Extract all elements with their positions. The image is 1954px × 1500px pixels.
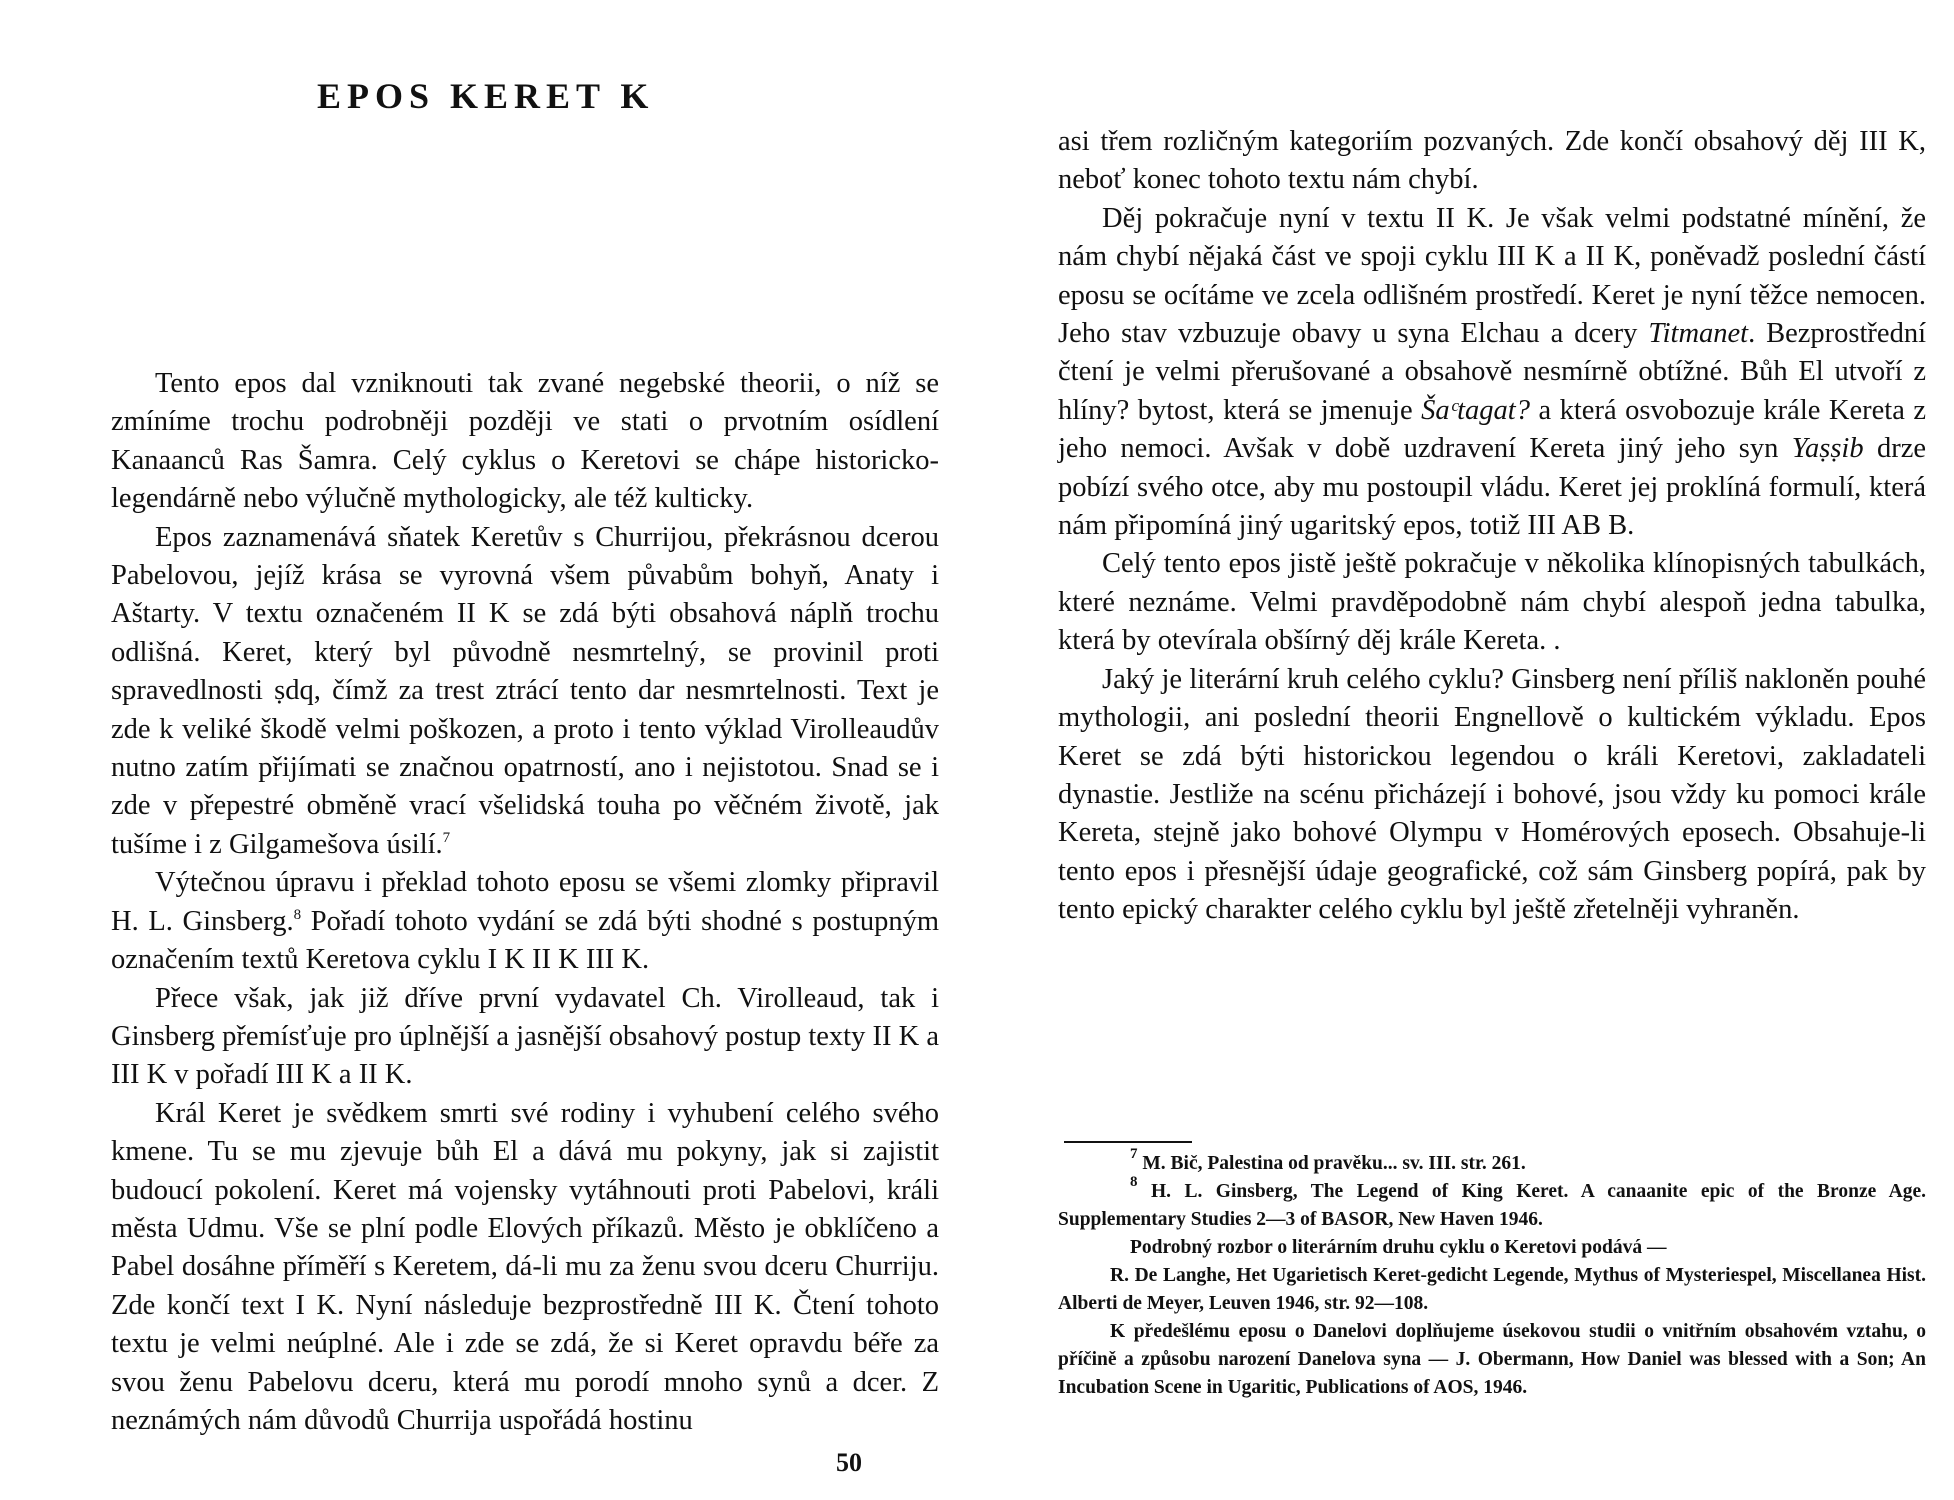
- paragraph-text: . Bezprostřední čtení je velmi přerušované a obsahově nesmírně obtížné. Bůh El utvoří z hlíny? bytost, která se jmenuje: [1058, 318, 1926, 426]
- footnote: [1058, 1146, 1926, 1178]
- italic-name: Yaṣṣib: [1791, 433, 1864, 465]
- footnote-text: R. De Langhe, Het Ugarietisch Keret-gedicht Legende, Mythus of Mysteriespel, Miscellanea Hist. Alberti de Meyer, Leuven 1946, str. 92—108.: [1058, 1265, 1926, 1314]
- paragraph: [111, 980, 939, 1095]
- left-page-body: [111, 365, 939, 1440]
- paragraph: [111, 864, 939, 979]
- paragraph-text: asi třem rozličným kategoriím pozvaných. Zde končí obsahový děj III K, neboť konec tohoto textu nám chybí.: [1058, 126, 1926, 196]
- footnote-text: Podrobný rozbor o literárním druhu cyklu o Keretovi podává —: [1130, 1237, 1667, 1258]
- footnote: [1058, 1318, 1926, 1402]
- paragraph: [111, 365, 939, 519]
- footnote-mark: 8: [293, 906, 302, 923]
- footnote-text: H. L. Ginsberg, The Legend of King Keret. A canaanite epic of the Bronze Age. Supplementary Studies 2—3 of BASOR, New Haven 1946.: [1058, 1181, 1926, 1230]
- paragraph-text: Děj pokračuje nyní v textu II K. Je však velmi podstatné mínění, že nám chybí nějaká část ve spoji cyklu III K a II K, poněvadž poslední částí eposu se ocítáme ve zcela odlišném prostředí. Keret je nyní těžce nemocen. Jeho stav vzbuzuje obavy u syna Elchau a dcery: [1058, 202, 1926, 350]
- footnote-divider: [1064, 1141, 1192, 1143]
- paragraph-text: Přece však, jak již dříve první vydavatel Ch. Virolleaud, tak i Ginsberg přemísťuje pro úplnější a jasnější obsahový postup texty II K a III K v pořadí III K a II K.: [111, 982, 939, 1091]
- paragraph: [1058, 123, 1926, 200]
- paragraph: [1058, 200, 1926, 546]
- footnote-text: K předešlému eposu o Danelovi doplňujeme úsekovou studii o vnitřním obsahovém vztahu, o příčině a způsobu narození Danelova syna — J. Obermann, How Daniel was blessed with a Son; An Incubation Scene in Ugaritic, Publications of AOS, 1946.: [1058, 1321, 1926, 1398]
- footnote-mark: 7: [442, 829, 451, 846]
- paragraph-text: Výtečnou úpravu i překlad tohoto eposu se všemi zlomky připravil H. L. Ginsberg.: [111, 867, 939, 937]
- paragraph: [111, 519, 939, 865]
- footnote-text: M. Bič, Palestina od pravěku... sv. III. str. 261.: [1137, 1153, 1526, 1174]
- paragraph-text: Celý tento epos jistě ještě pokračuje v několika klínopisných tabulkách, které neznáme. Velmi pravděpodobně nám chybí alespoň jedna tabulka, která by otevírala obšírný děj krále Kereta. .: [1058, 548, 1926, 657]
- paragraph: [1058, 545, 1926, 660]
- right-page-body: [1058, 123, 1926, 930]
- paragraph-text: Epos zaznamenává sňatek Keretův s Churrijou, překrásnou dcerou Pabelovou, jejíž krása se vyrovná všem půvabům bohyň, Anaty i Aštarty. V textu označeném II K se zdá býti obsahová náplň trochu odlišná. Keret, který byl původně nesmrtelný, se provinil proti spravedlnosti ṣdq, čímž za trest ztrácí tento dar nesmrtelnosti. Text je zde k veliké škodě velmi poškozen, a proto i tento výklad Virolleaudův nutno zatím přijímati se značnou opatrností, ano i nejistotou. Snad se i zde v přepestré obměně vrací všelidská touha po věčném životě, jak tušíme i z Gilgamešova úsilí.: [111, 521, 939, 860]
- footnote: [1058, 1234, 1926, 1262]
- footnotes: [1058, 1146, 1926, 1402]
- paragraph-text: Pořadí tohoto vydání se zdá býti shodné s postupným označením textů Keretova cyklu I K II K III K.: [111, 905, 939, 976]
- footnote-number: 8: [1130, 1174, 1138, 1190]
- paragraph-text: Jaký je literární kruh celého cyklu? Ginsberg není příliš nakloněn pouhé mythologii, ani poslední theorii Engnellově o kultickém výkladu. Epos Keret se zdá býti historickou legendou o králi Keretovi, zakladateli dynastie. Jestliže na scénu přicházejí i bohové, jsou vždy ku pomoci krále Kereta, stejně jako bohové Olympu v Homérových eposech. Obsahuje-li tento epos i přesnější údaje geografické, což sám Ginsberg popírá, pak by tento epický charakter celého cyklu byl ještě zřetelněji vyhraněn.: [1058, 663, 1926, 926]
- paragraph-text: a která osvobozuje krále Kereta z jeho nemoci. Avšak v době uzdravení Kereta jiný jeho syn: [1058, 394, 1927, 465]
- paragraph-text: drze pobízí svého otce, aby mu postoupil vládu. Keret jej proklíná formulí, která nám připomíná jiný ugaritský epos, totiž III AB B.: [1058, 433, 1926, 542]
- paragraph: [111, 1095, 939, 1441]
- footnote: [1058, 1262, 1926, 1318]
- footnote: [1058, 1174, 1926, 1234]
- chapter-title: EPOS KERET K: [317, 76, 655, 116]
- footnote-number: 7: [1130, 1146, 1138, 1162]
- paragraph: [1058, 661, 1926, 930]
- paragraph-text: Král Keret je svědkem smrti své rodiny i vyhubení celého svého kmene. Tu se mu zjevuje bůh El a dává mu pokyny, jak si zajistit budoucí pokolení. Keret má vojensky vytáhnouti proti Pabelovi, králi města Udmu. Vše se plní podle Elových příkazů. Město je obklíčeno a Pabel dosáhne příměří s Keretem, dá-li mu za ženu svou dceru Churriju. Zde končí text I K. Nyní následuje bezprostředně III K. Čtení tohoto textu je velmi neúplné. Ale i zde se zdá, že si Keret opravdu béře za svou ženu Pabelovu dceru, která mu porodí mnoho synů a dcer. Z neznámých nám důvodů Churrija uspořádá hostinu: [111, 1097, 939, 1436]
- page-number: 50: [836, 1448, 862, 1477]
- italic-name: Titmanet: [1648, 318, 1749, 350]
- italic-name: Šaᶜtagat?: [1421, 394, 1530, 426]
- paragraph-text: Tento epos dal vzniknouti tak zvané negebské theorii, o níž se zmíníme trochu podrobněji později ve stati o prvotním osídlení Kanaanců Ras Šamra. Celý cyklus o Keretovi se chápe historicko-legendárně nebo výlučně mythologicky, ale též kulticky.: [111, 368, 939, 515]
